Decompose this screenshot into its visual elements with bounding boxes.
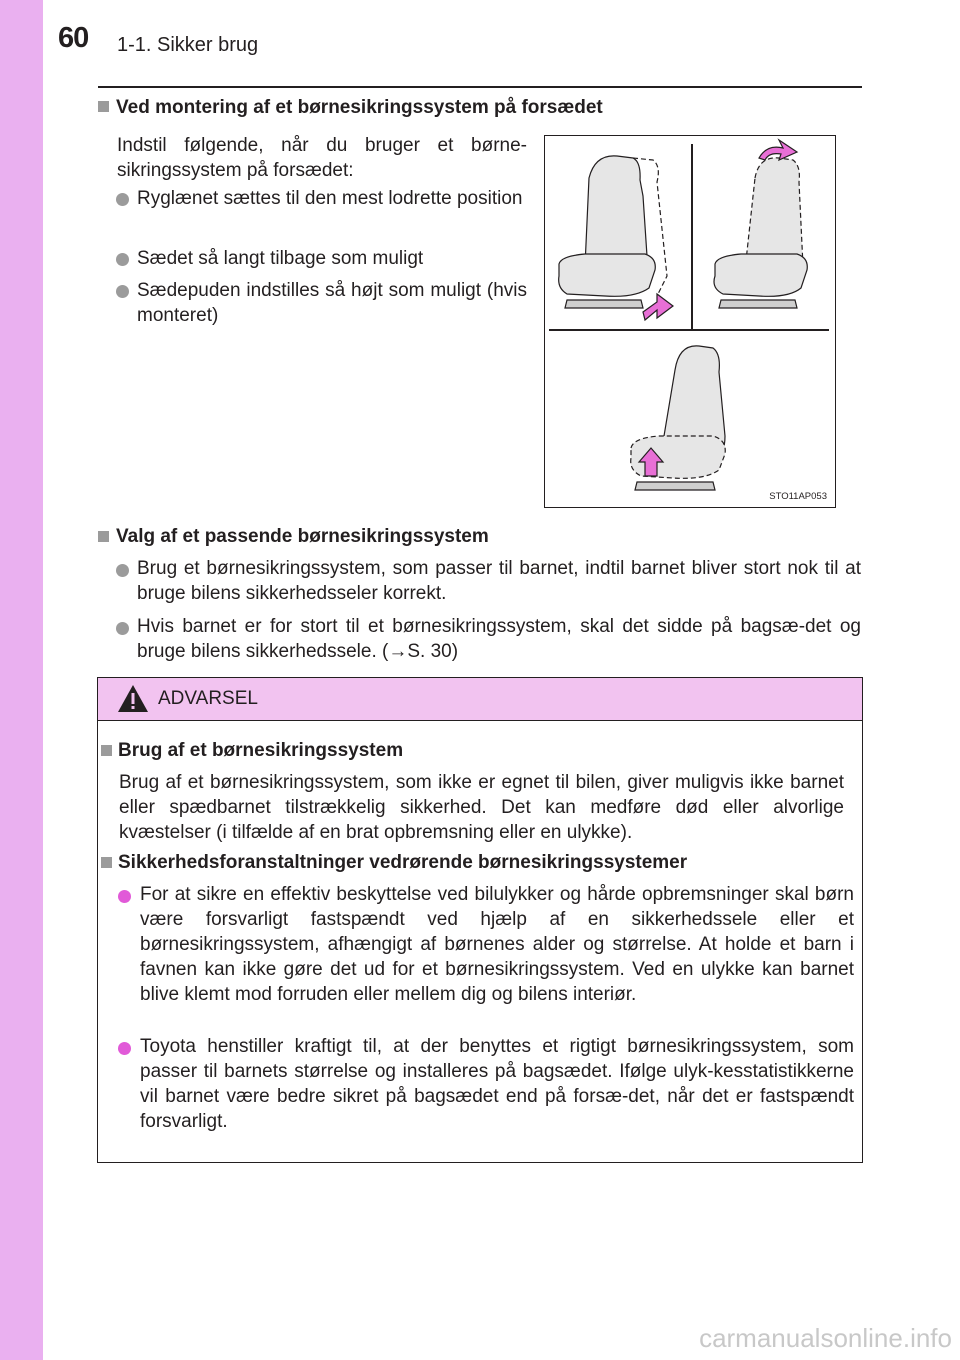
watermark-text: carmanualsonline.info [699,1323,952,1353]
chapter-title: 1-1. Sikker brug [117,34,259,56]
warning-box [97,677,863,1163]
side-tab-strip [0,0,43,1360]
bullet-dot-icon [116,564,129,577]
bullet-dot-icon [116,285,129,298]
section-marker-icon [98,531,109,542]
warning-subheading-precautions: Sikkerhedsforanstaltninger vedrørende børnesikringssystemer [118,852,688,873]
intro-text: Indstil følgende, når du bruger et børne-sikringssystem på forsædet: [117,135,527,181]
page-number: 60 [58,22,89,54]
warning-text-use: Brug af et børnesikringssystem, som ikke er egnet til bilen, giver muligvis ikke barnet eller spædbarnet tilstrækkelig sikkerhed. Det kan medføre død eller alvorlige kvæstelser (i tilfælde af en brat opbremsning eller en ulykke). [119,772,844,843]
bullet-seat-back: Sædet så langt tilbage som muligt [137,248,424,269]
section-heading-select-seat: Valg af et passende børnesikringssystem [116,526,489,547]
bullet-too-big: Hvis barnet er for stort til et børnesikringssystem, skal det sidde på bagsæ-det og bruge bilens sikkerhedssele. (→S. 30) [137,616,861,662]
warning-marker-icon [101,745,112,756]
seat-adjustment-illustration [544,135,836,508]
bullet-dot-icon [116,193,129,206]
bullet-dot-icon [116,253,129,266]
figure-code: STO11AP053 [769,491,827,502]
bullet-dot-icon [118,890,131,903]
warning-subheading-use: Brug af et børnesikringssystem [118,740,404,761]
seat-recline-icon [559,156,673,320]
bullet-cushion-height: Sædepuden indstilles så højt som muligt (hvis monteret) [137,280,527,326]
warning-bullet-toyota: Toyota henstiller kraftigt til, at der benyttes et rigtigt børnesikringssystem, som passer til barnets størrelse og installeres på bagsædet. Ifølge ulyk-kesstatistikkerne vil barnet være bedre sikret på bagsædet end på forsæ-det, når det er fastspændt forsvarligt. [140,1036,854,1132]
header-rule [98,86,862,88]
warning-header [98,678,862,721]
warning-marker-icon [101,857,112,868]
bullet-dot-icon [118,1042,131,1055]
warning-title: ADVARSEL [158,688,258,709]
seat-slide-icon [714,140,807,308]
section-marker-icon [98,101,109,112]
bullet-backrest: Ryglænet sættes til den mest lodrette position [137,188,523,209]
bullet-dot-icon [116,622,129,635]
section-heading-front-seat: Ved montering af et børnesikringssystem på forsædet [116,97,603,118]
seat-height-icon [631,346,726,490]
seat-diagram-svg [545,136,835,507]
bullet-use-child-seat: Brug et børnesikringssystem, som passer til barnet, indtil barnet bliver stort nok til at bruge bilens sikkerhedsseler korrekt. [137,558,861,604]
warning-triangle-icon [117,684,149,713]
warning-bullet-fasten: For at sikre en effektiv beskyttelse ved bilulykker og hårde opbremsninger skal børn være forsvarligt fastspændt ved hjælp af en sikkerhedssele eller et børnesikringssystem, afhængigt af børnenes alder og størrelse. At holde et barn i favnen kan ikke gøre det ud for et børnesikringssystem. Ved en ulykke kan barnet blive klemt mod forruden eller mellem dig og bilens interiør. [140,884,854,1005]
